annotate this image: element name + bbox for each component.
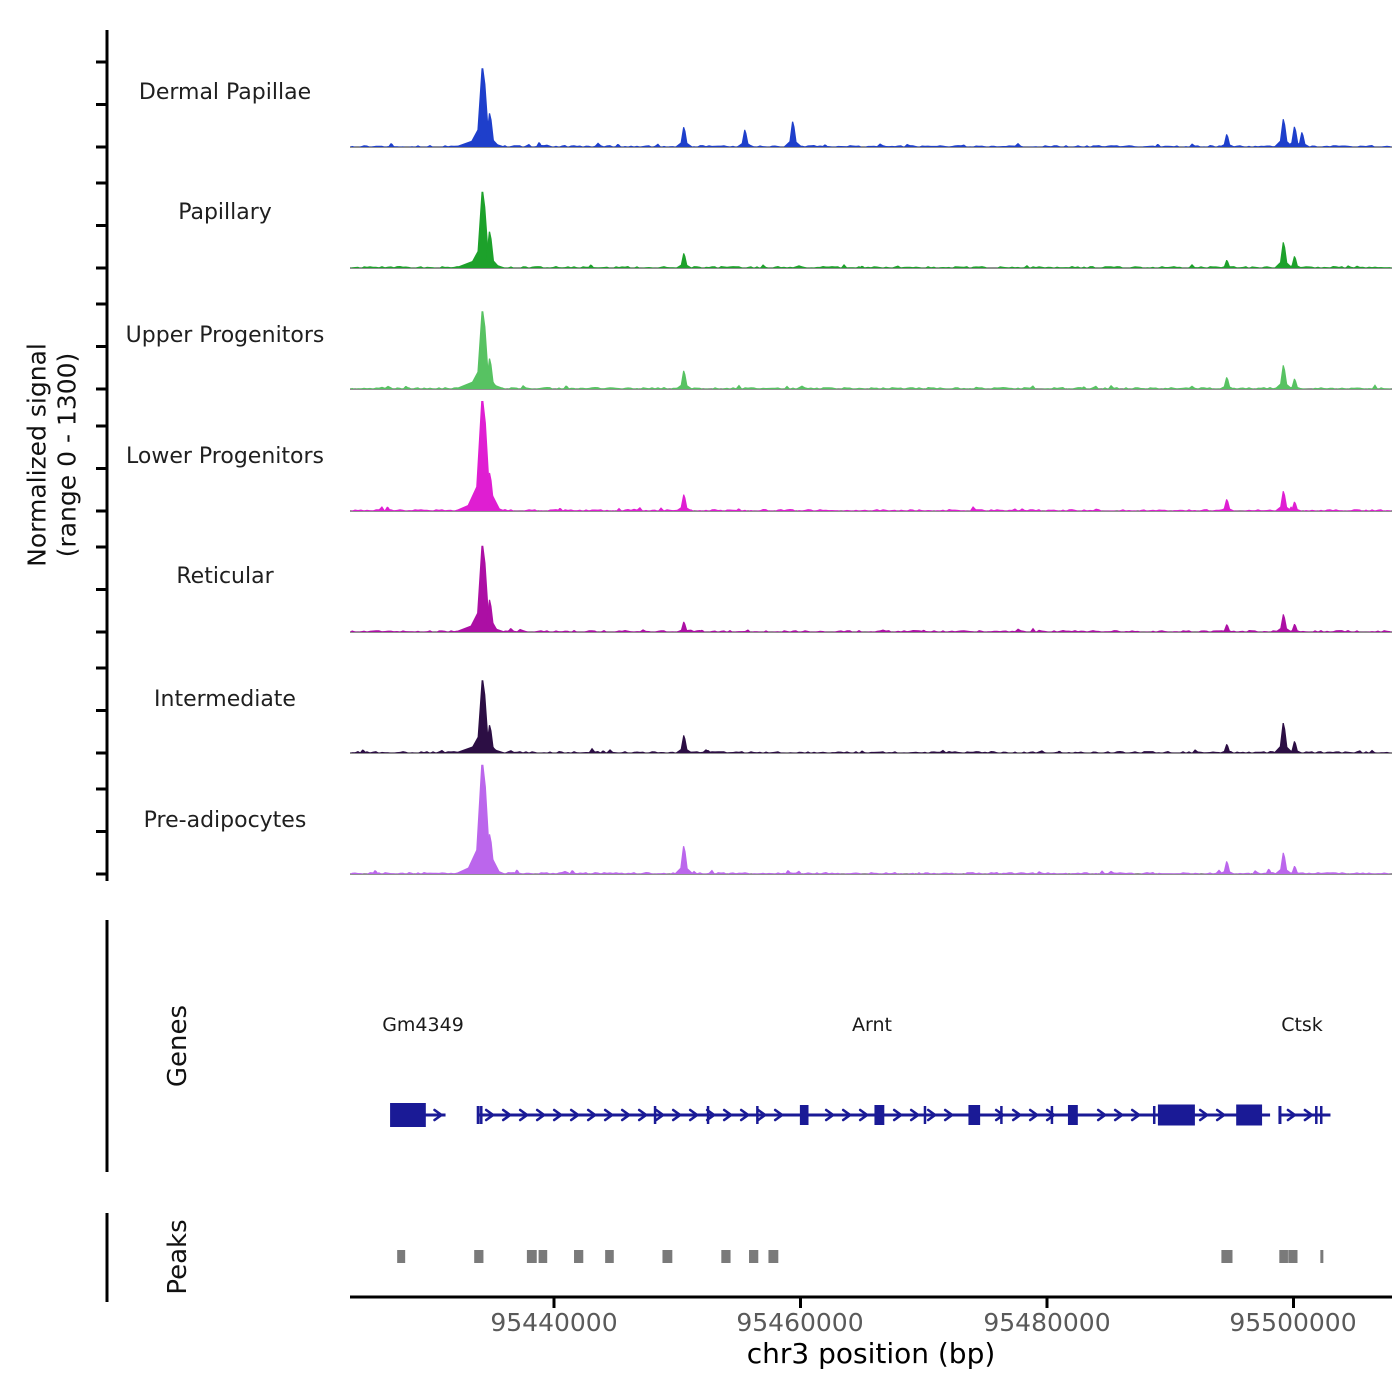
signal-peak-dermal-papillae	[1274, 119, 1294, 147]
signal-peak-pre-adipocytes	[465, 765, 501, 874]
gene-exon-arnt	[1158, 1105, 1195, 1126]
track-label-reticular: Reticular	[176, 564, 274, 589]
y-axis-label-line2: (range 0 - 1300)	[52, 352, 81, 558]
signal-peak-upper-progenitors	[1274, 365, 1293, 389]
peak-call-box	[662, 1250, 672, 1263]
signal-noise-reticular	[350, 628, 1392, 632]
signal-peak-dermal-papillae	[675, 127, 693, 147]
x-tick-95460000: 95460000	[736, 1308, 864, 1337]
signal-peak-intermediate	[675, 735, 693, 753]
peak-call-box	[749, 1250, 758, 1263]
x-tick-95480000: 95480000	[983, 1308, 1111, 1337]
signal-peak-lower-progenitors	[1219, 499, 1235, 511]
peak-call-box	[605, 1250, 614, 1263]
peak-call-box	[397, 1250, 405, 1263]
peak-call-box	[1279, 1250, 1288, 1263]
gene-exon-arnt	[1236, 1105, 1262, 1126]
signal-noise-lower-progenitors	[350, 506, 1392, 511]
gene-exon-arnt	[968, 1105, 980, 1125]
signal-peak-dermal-papillae	[1219, 134, 1236, 147]
gene-label-ctsk: Ctsk	[1281, 1014, 1323, 1036]
track-label-pre-adipocytes: Pre-adipocytes	[143, 808, 307, 833]
peak-call-box	[1288, 1250, 1297, 1263]
signal-peak-lower-progenitors	[465, 401, 501, 511]
gene-exon-arnt	[1068, 1105, 1078, 1125]
peak-call-box	[474, 1250, 483, 1263]
signal-noise-pre-adipocytes	[350, 870, 1392, 875]
peaks-section-label: Peaks	[163, 1219, 193, 1295]
signal-peak-intermediate	[1219, 744, 1235, 753]
track-label-dermal-papillae: Dermal Papillae	[138, 80, 312, 105]
peak-call-box	[539, 1250, 548, 1263]
signal-noise-intermediate	[350, 748, 1392, 753]
signal-peak-dermal-papillae	[454, 135, 506, 147]
signal-peak-intermediate	[454, 741, 506, 753]
track-label-intermediate: Intermediate	[154, 687, 296, 712]
track-label-upper-progenitors: Upper Progenitors	[125, 323, 325, 348]
signal-peak-dermal-papillae	[468, 68, 498, 147]
y-axis-label	[23, 343, 82, 567]
peak-call-box	[721, 1250, 730, 1263]
signal-peak-dermal-papillae	[736, 130, 754, 147]
signal-peak-pre-adipocytes	[454, 859, 506, 874]
gene-exon-arnt	[800, 1105, 809, 1125]
x-axis-title: chr3 position (bp)	[746, 1337, 996, 1370]
peak-call-box	[1320, 1250, 1323, 1263]
signal-peak-upper-progenitors	[675, 371, 693, 389]
signal-peak-upper-progenitors	[1219, 377, 1235, 389]
signal-peak-reticular	[454, 619, 506, 632]
signal-noise-dermal-papillae	[350, 143, 1392, 148]
gene-exon-gm4349	[390, 1103, 426, 1127]
genes-section-label: Genes	[163, 1004, 193, 1088]
gene-exon-arnt	[874, 1105, 884, 1125]
gene-label-gm4349: Gm4349	[382, 1014, 464, 1036]
signal-peak-dermal-papillae	[783, 122, 802, 147]
track-label-papillary: Papillary	[178, 200, 272, 225]
signal-peak-reticular	[467, 546, 498, 632]
signal-peak-intermediate	[469, 680, 498, 753]
signal-peak-papillary	[676, 253, 693, 268]
peak-call-box	[1221, 1250, 1232, 1263]
signal-peak-lower-progenitors	[675, 495, 692, 512]
track-label-lower-progenitors: Lower Progenitors	[126, 444, 324, 469]
peak-call-box	[527, 1250, 537, 1263]
signal-peak-papillary	[454, 255, 506, 268]
y-axis-label-line1: Normalized signal	[22, 343, 52, 567]
signal-peak-reticular	[1275, 614, 1293, 632]
signal-peak-lower-progenitors	[454, 497, 506, 511]
signal-peak-pre-adipocytes	[1275, 853, 1293, 874]
gene-label-arnt: Arnt	[852, 1014, 892, 1036]
peak-call-box	[574, 1250, 583, 1263]
signal-peak-pre-adipocytes	[674, 846, 694, 874]
peak-call-box	[768, 1250, 778, 1263]
signal-noise-upper-progenitors	[350, 384, 1392, 389]
x-tick-95500000: 95500000	[1229, 1308, 1357, 1337]
signal-peak-upper-progenitors	[468, 311, 498, 389]
signal-peak-papillary	[1274, 242, 1293, 268]
signal-peak-intermediate	[1274, 723, 1294, 753]
signal-peak-upper-progenitors	[454, 376, 506, 390]
x-tick-95440000: 95440000	[490, 1308, 618, 1337]
